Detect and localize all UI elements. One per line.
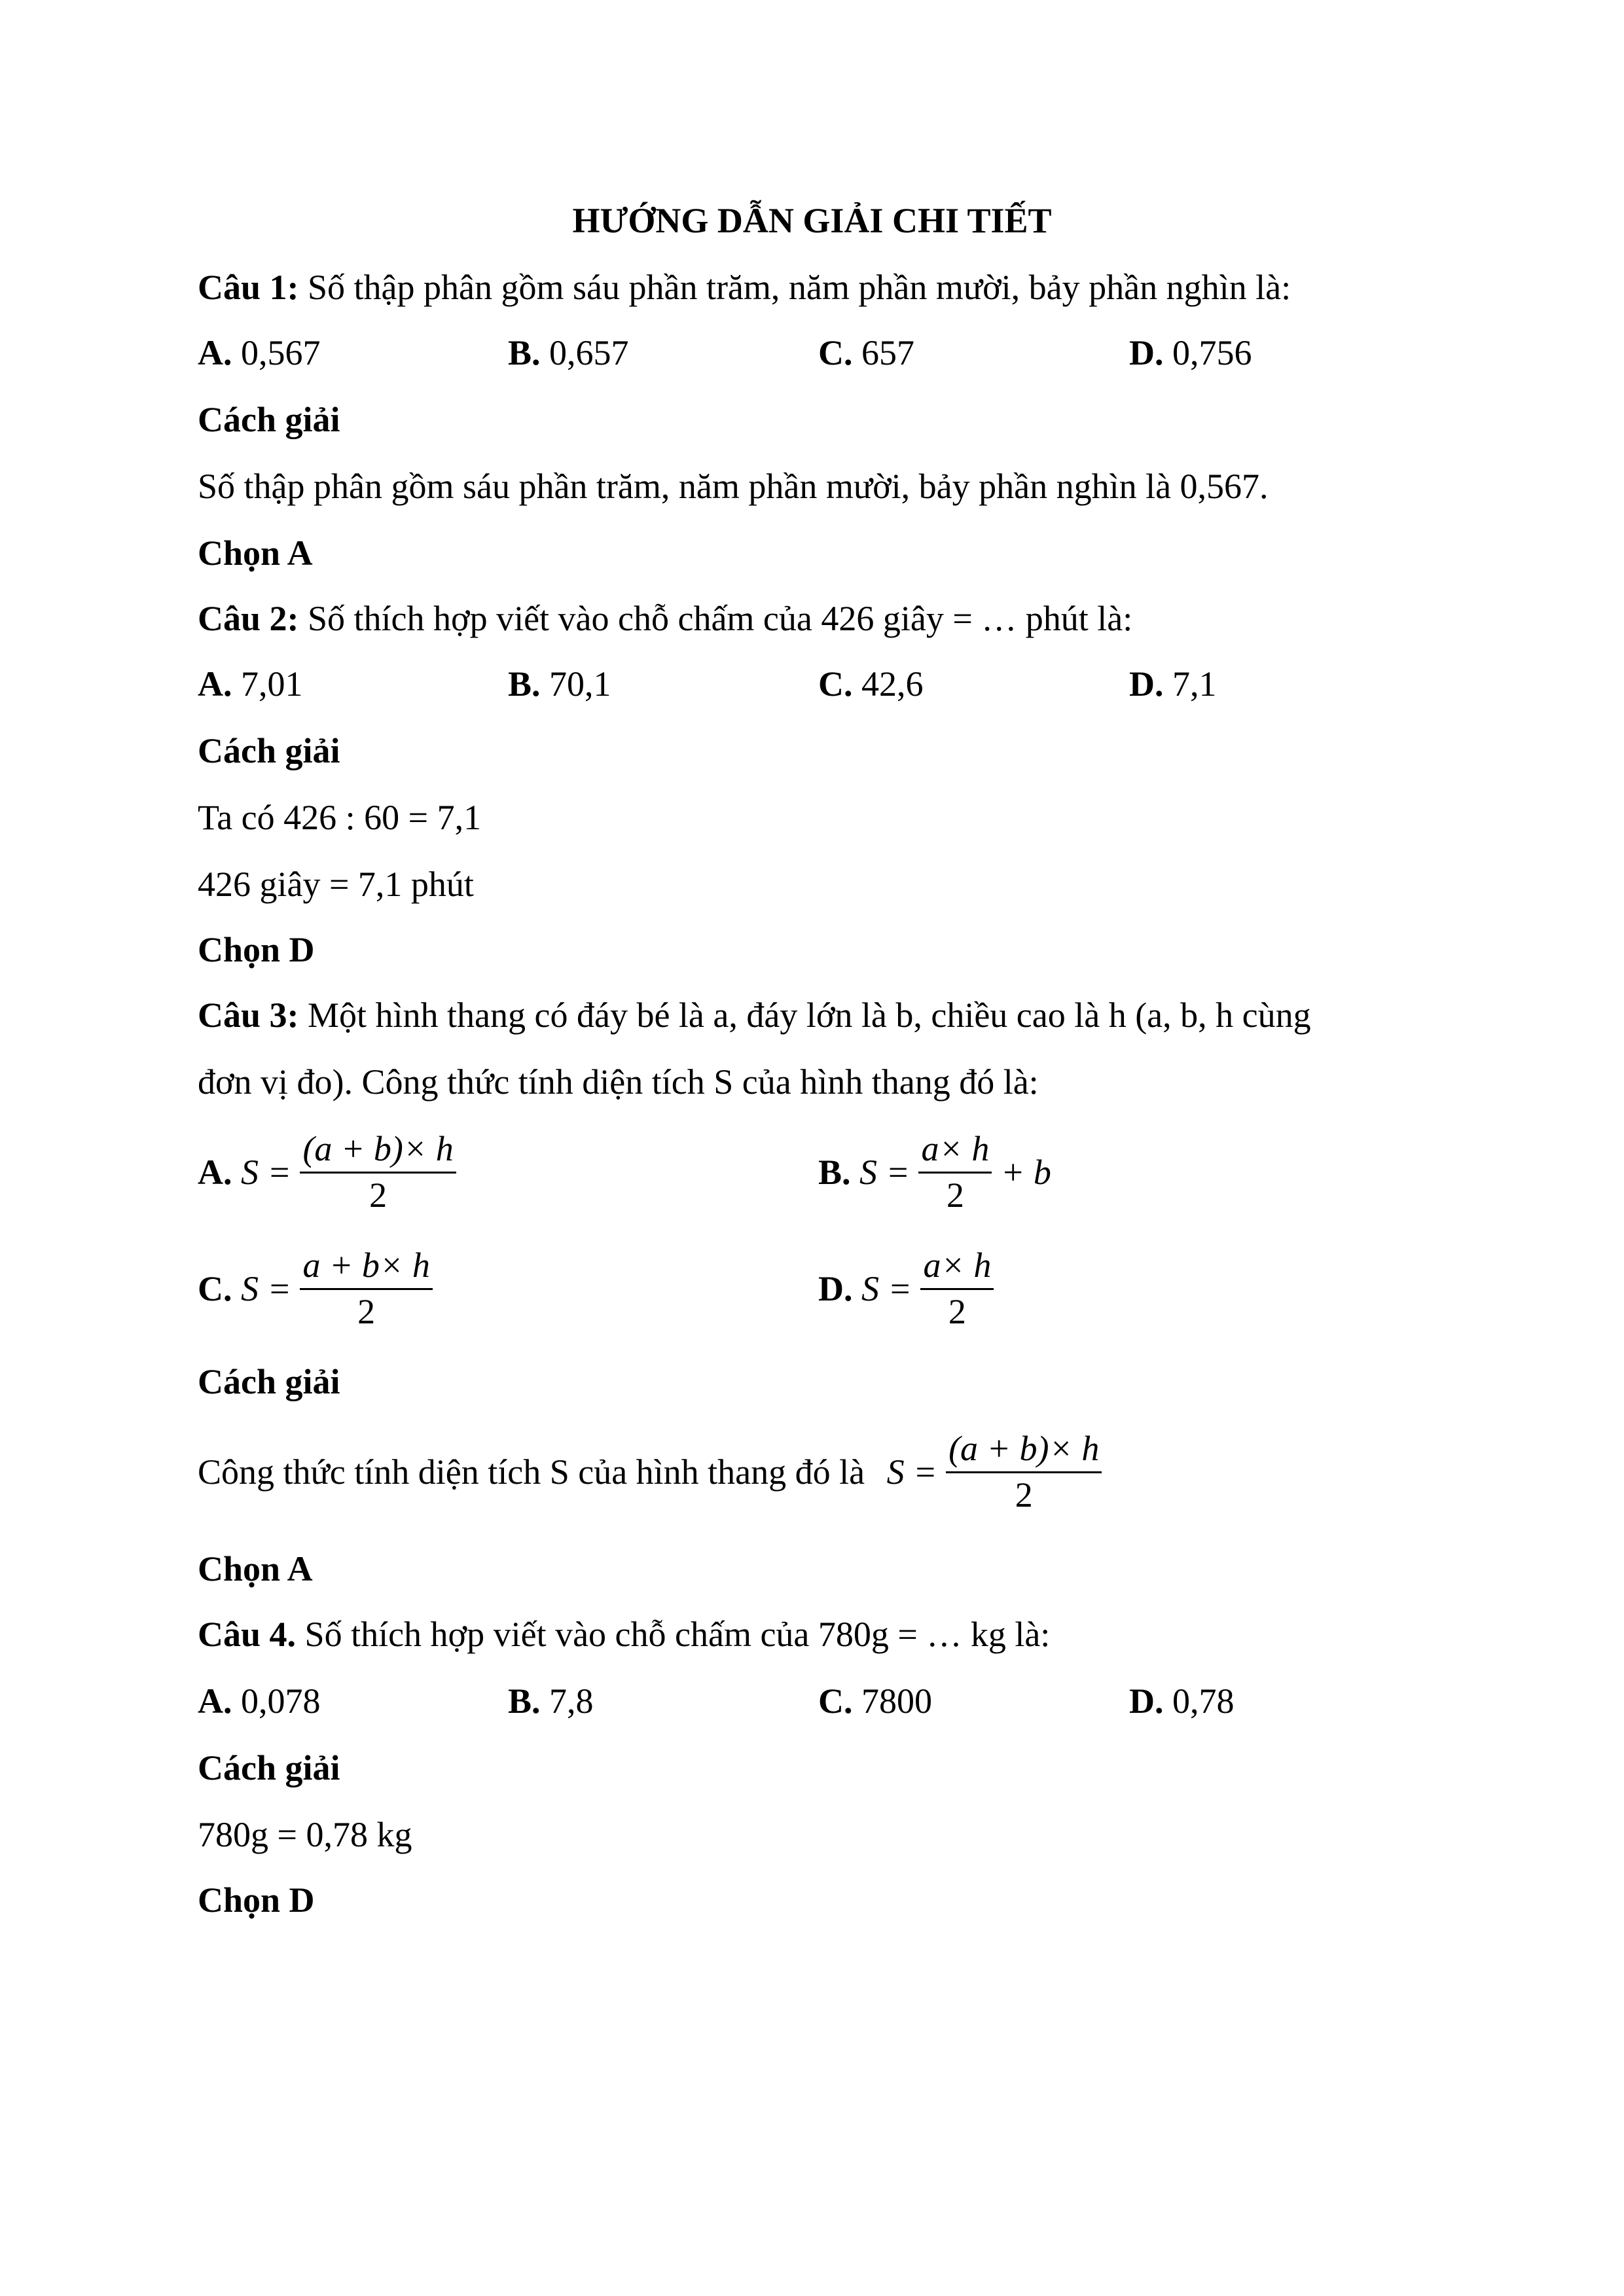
q2-solution-line-1: Ta có 426 : 60 = 7,1 xyxy=(198,798,482,837)
q4-option-b: B. 7,8 xyxy=(508,1681,594,1721)
question-3-text-1: Một hình thang có đáy bé là a, đáy lớn là b, chiều cao là h (a, b, h cùng xyxy=(298,996,1311,1035)
q1-solution-heading: Cách giải xyxy=(198,400,340,439)
question-4-text: Số thích hợp viết vào chỗ chấm của 780g = … kg là: xyxy=(296,1615,1051,1654)
question-4 xyxy=(198,1617,1050,1652)
question-1-label: Câu 1: xyxy=(198,268,299,307)
q3-option-a-numerator: (a + b)× h xyxy=(300,1127,456,1174)
q3-answer: Chọn A xyxy=(198,1549,313,1588)
q4-option-d: D. 0,78 xyxy=(1129,1681,1235,1721)
q3-option-b: B. S = $\frac{a\times h}{2}$ + b xyxy=(818,1127,1051,1217)
q2-option-b: B. 70,1 xyxy=(508,664,611,704)
q2-solution-line-2: 426 giây = 7,1 phút xyxy=(198,865,474,904)
question-3 xyxy=(198,997,1311,1033)
q4-solution-line: 780g = 0,78 kg xyxy=(198,1815,412,1854)
question-1-text: Số thập phân gồm sáu phần trăm, năm phần mười, bảy phần nghìn là: xyxy=(298,268,1291,307)
q2-answer: Chọn D xyxy=(198,930,315,969)
q3-option-b-numerator: a× h xyxy=(918,1127,992,1174)
q3-option-c: C. S = $\frac{a + b\times h}{2}$ xyxy=(198,1244,433,1334)
q1-option-d: D. 0,756 xyxy=(1129,333,1252,372)
q1-option-b: B. 0,657 xyxy=(508,333,629,372)
question-2-label: Câu 2: xyxy=(198,599,299,638)
q3-option-d-numerator: a× h xyxy=(920,1244,994,1290)
q3-solution-heading: Cách giải xyxy=(198,1362,340,1401)
page-title: HƯỚNG DẪN GIẢI CHI TIẾT xyxy=(572,201,1052,240)
q3-option-a: A. S = $\frac{(a + b)\times h}{2}$ xyxy=(198,1127,456,1217)
q3-solution-line: Công thức tính diện tích S của hình thang đó là S = $\frac{(a + b)\times h}{2}$ xyxy=(198,1427,1102,1517)
question-3-label: Câu 3: xyxy=(198,996,299,1035)
q1-solution-line: Số thập phân gồm sáu phần trăm, năm phần mười, bảy phần nghìn là 0,567. xyxy=(198,467,1269,506)
q4-option-c: C. 7800 xyxy=(818,1681,932,1721)
question-1 xyxy=(198,270,1291,305)
q1-option-c: C. 657 xyxy=(818,333,914,372)
q2-solution-heading: Cách giải xyxy=(198,731,340,770)
q1-option-a: A. 0,567 xyxy=(198,333,321,372)
q4-answer: Chọn D xyxy=(198,1880,315,1920)
q3-option-d: D. S = $\frac{a\times h}{2}$ xyxy=(818,1244,994,1334)
q3-option-c-numerator: a + b× h xyxy=(300,1244,432,1290)
q4-solution-heading: Cách giải xyxy=(198,1748,340,1787)
q1-answer: Chọn A xyxy=(198,533,313,573)
question-2-text: Số thích hợp viết vào chỗ chấm của 426 giây = … phút là: xyxy=(298,599,1133,638)
q2-option-c: C. 42,6 xyxy=(818,664,924,704)
question-2 xyxy=(198,601,1132,636)
q2-option-d: D. 7,1 xyxy=(1129,664,1217,704)
question-3-text-2: đơn vị đo). Công thức tính diện tích S của hình thang đó là: xyxy=(198,1062,1039,1102)
q3-solution-numerator: (a + b)× h xyxy=(946,1427,1102,1473)
question-4-label: Câu 4. xyxy=(198,1615,297,1654)
q2-option-a: A. 7,01 xyxy=(198,664,303,704)
q4-option-a: A. 0,078 xyxy=(198,1681,321,1721)
